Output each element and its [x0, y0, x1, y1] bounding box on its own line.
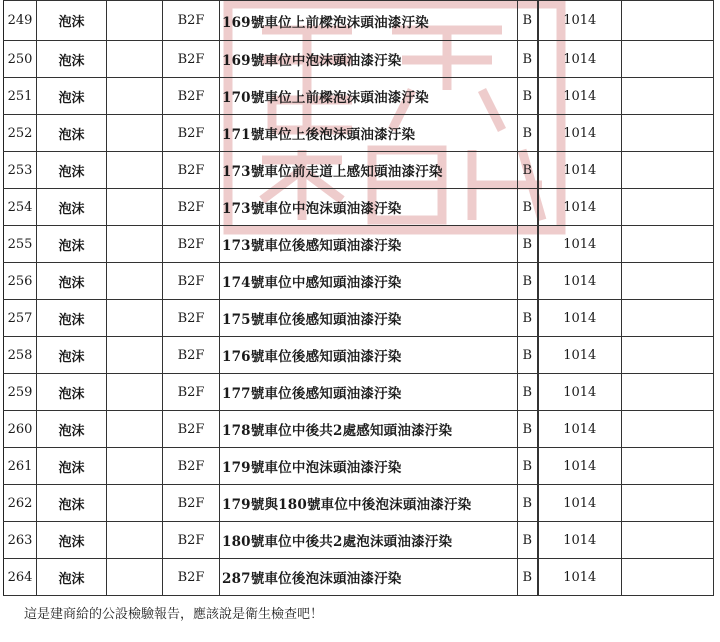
floor-cell: B2F	[163, 1, 220, 41]
remarks-cell	[622, 263, 714, 300]
description-cell: 177號車位後感知頭油漆汙染	[220, 374, 518, 411]
remarks-cell	[622, 1, 714, 41]
blank-cell	[107, 559, 163, 596]
blank-cell	[107, 337, 163, 374]
blank-cell	[107, 485, 163, 522]
description-cell: 176號車位後感知頭油漆汙染	[220, 337, 518, 374]
grade-cell: B	[518, 41, 538, 78]
blank-cell	[107, 411, 163, 448]
row-number-cell: 262	[4, 485, 37, 522]
row-number-cell: 261	[4, 448, 37, 485]
code-cell: 1014	[538, 1, 622, 41]
row-number-cell: 264	[4, 559, 37, 596]
remarks-cell	[622, 337, 714, 374]
floor-cell: B2F	[163, 41, 220, 78]
row-number-cell: 255	[4, 226, 37, 263]
remarks-cell	[622, 189, 714, 226]
remarks-cell	[622, 41, 714, 78]
description-cell: 175號車位後感知頭油漆汙染	[220, 300, 518, 337]
table-row	[4, 448, 714, 485]
floor-cell: B2F	[163, 522, 220, 559]
table-row	[4, 41, 714, 78]
floor-cell: B2F	[163, 559, 220, 596]
blank-cell	[107, 115, 163, 152]
floor-cell: B2F	[163, 448, 220, 485]
category-cell: 泡沫	[37, 41, 107, 78]
blank-cell	[107, 78, 163, 115]
remarks-cell	[622, 411, 714, 448]
grade-cell: B	[518, 263, 538, 300]
inspection-table	[3, 0, 714, 596]
blank-cell	[107, 152, 163, 189]
code-cell: 1014	[538, 559, 622, 596]
category-cell: 泡沫	[37, 189, 107, 226]
grade-cell: B	[518, 300, 538, 337]
grade-cell: B	[518, 189, 538, 226]
grade-cell: B	[518, 559, 538, 596]
blank-cell	[107, 300, 163, 337]
category-cell: 泡沫	[37, 411, 107, 448]
floor-cell: B2F	[163, 152, 220, 189]
row-number-cell: 251	[4, 78, 37, 115]
row-number-cell: 257	[4, 300, 37, 337]
category-cell: 泡沫	[37, 559, 107, 596]
code-cell: 1014	[538, 189, 622, 226]
code-cell: 1014	[538, 152, 622, 189]
remarks-cell	[622, 300, 714, 337]
floor-cell: B2F	[163, 411, 220, 448]
category-cell: 泡沫	[37, 115, 107, 152]
table-row	[4, 78, 714, 115]
floor-cell: B2F	[163, 263, 220, 300]
table-row	[4, 226, 714, 263]
blank-cell	[107, 522, 163, 559]
description-cell: 174號車位中感知頭油漆汙染	[220, 263, 518, 300]
floor-cell: B2F	[163, 78, 220, 115]
grade-cell: B	[518, 485, 538, 522]
floor-cell: B2F	[163, 300, 220, 337]
category-cell: 泡沫	[37, 78, 107, 115]
table-row	[4, 1, 714, 41]
remarks-cell	[622, 522, 714, 559]
blank-cell	[107, 189, 163, 226]
grade-cell: B	[518, 78, 538, 115]
code-cell: 1014	[538, 300, 622, 337]
description-cell: 173號車位中泡沫頭油漆汙染	[220, 189, 518, 226]
code-cell: 1014	[538, 448, 622, 485]
description-cell: 169號車位中泡沫頭油漆汙染	[220, 41, 518, 78]
row-number-cell: 254	[4, 189, 37, 226]
description-cell: 170號車位上前樑泡沫頭油漆汙染	[220, 78, 518, 115]
blank-cell	[107, 1, 163, 41]
blank-cell	[107, 226, 163, 263]
grade-cell: B	[518, 448, 538, 485]
remarks-cell	[622, 152, 714, 189]
code-cell: 1014	[538, 337, 622, 374]
grade-cell: B	[518, 1, 538, 41]
row-number-cell: 260	[4, 411, 37, 448]
category-cell: 泡沫	[37, 374, 107, 411]
blank-cell	[107, 41, 163, 78]
grade-cell: B	[518, 226, 538, 263]
remarks-cell	[622, 485, 714, 522]
code-cell: 1014	[538, 41, 622, 78]
blank-cell	[107, 263, 163, 300]
code-cell: 1014	[538, 522, 622, 559]
table-row	[4, 374, 714, 411]
remarks-cell	[622, 115, 714, 152]
blank-cell	[107, 374, 163, 411]
description-cell: 179號車位中泡沫頭油漆汙染	[220, 448, 518, 485]
table-row	[4, 189, 714, 226]
category-cell: 泡沫	[37, 485, 107, 522]
remarks-cell	[622, 226, 714, 263]
row-number-cell: 259	[4, 374, 37, 411]
code-cell: 1014	[538, 226, 622, 263]
remarks-cell	[622, 448, 714, 485]
grade-cell: B	[518, 522, 538, 559]
description-cell: 178號車位中後共2處感知頭油漆汙染	[220, 411, 518, 448]
category-cell: 泡沫	[37, 448, 107, 485]
code-cell: 1014	[538, 411, 622, 448]
row-number-cell: 253	[4, 152, 37, 189]
category-cell: 泡沫	[37, 263, 107, 300]
table-row	[4, 485, 714, 522]
category-cell: 泡沫	[37, 300, 107, 337]
floor-cell: B2F	[163, 485, 220, 522]
row-number-cell: 258	[4, 337, 37, 374]
code-cell: 1014	[538, 115, 622, 152]
floor-cell: B2F	[163, 374, 220, 411]
grade-cell: B	[518, 411, 538, 448]
table-row	[4, 522, 714, 559]
remarks-cell	[622, 78, 714, 115]
caption-note: 這是建商給的公設檢驗報告，應該說是衛生檢查吧！	[24, 607, 324, 622]
table-row	[4, 263, 714, 300]
table-row	[4, 411, 714, 448]
grade-cell: B	[518, 115, 538, 152]
floor-cell: B2F	[163, 226, 220, 263]
table-row	[4, 559, 714, 596]
floor-cell: B2F	[163, 115, 220, 152]
category-cell: 泡沫	[37, 522, 107, 559]
code-cell: 1014	[538, 374, 622, 411]
floor-cell: B2F	[163, 189, 220, 226]
row-number-cell: 250	[4, 41, 37, 78]
grade-cell: B	[518, 337, 538, 374]
code-cell: 1014	[538, 263, 622, 300]
category-cell: 泡沫	[37, 337, 107, 374]
row-number-cell: 263	[4, 522, 37, 559]
row-number-cell: 249	[4, 1, 37, 41]
description-cell: 287號車位後泡沫頭油漆汙染	[220, 559, 518, 596]
grade-cell: B	[518, 152, 538, 189]
description-cell: 180號車位中後共2處泡沫頭油漆汙染	[220, 522, 518, 559]
code-cell: 1014	[538, 78, 622, 115]
blank-cell	[107, 448, 163, 485]
description-cell: 169號車位上前樑泡沫頭油漆汙染	[220, 1, 518, 41]
grade-cell: B	[518, 374, 538, 411]
table-row	[4, 115, 714, 152]
floor-cell: B2F	[163, 337, 220, 374]
code-cell: 1014	[538, 485, 622, 522]
category-cell: 泡沫	[37, 152, 107, 189]
row-number-cell: 252	[4, 115, 37, 152]
category-cell: 泡沫	[37, 226, 107, 263]
table-row	[4, 152, 714, 189]
category-cell: 泡沫	[37, 1, 107, 41]
table-row	[4, 337, 714, 374]
remarks-cell	[622, 374, 714, 411]
description-cell: 171號車位上後泡沫頭油漆汙染	[220, 115, 518, 152]
row-number-cell: 256	[4, 263, 37, 300]
description-cell: 173號車位後感知頭油漆汙染	[220, 226, 518, 263]
description-cell: 173號車位前走道上感知頭油漆汙染	[220, 152, 518, 189]
remarks-cell	[622, 559, 714, 596]
description-cell: 179號與180號車位中後泡沫頭油漆汙染	[220, 485, 518, 522]
table-row	[4, 300, 714, 337]
